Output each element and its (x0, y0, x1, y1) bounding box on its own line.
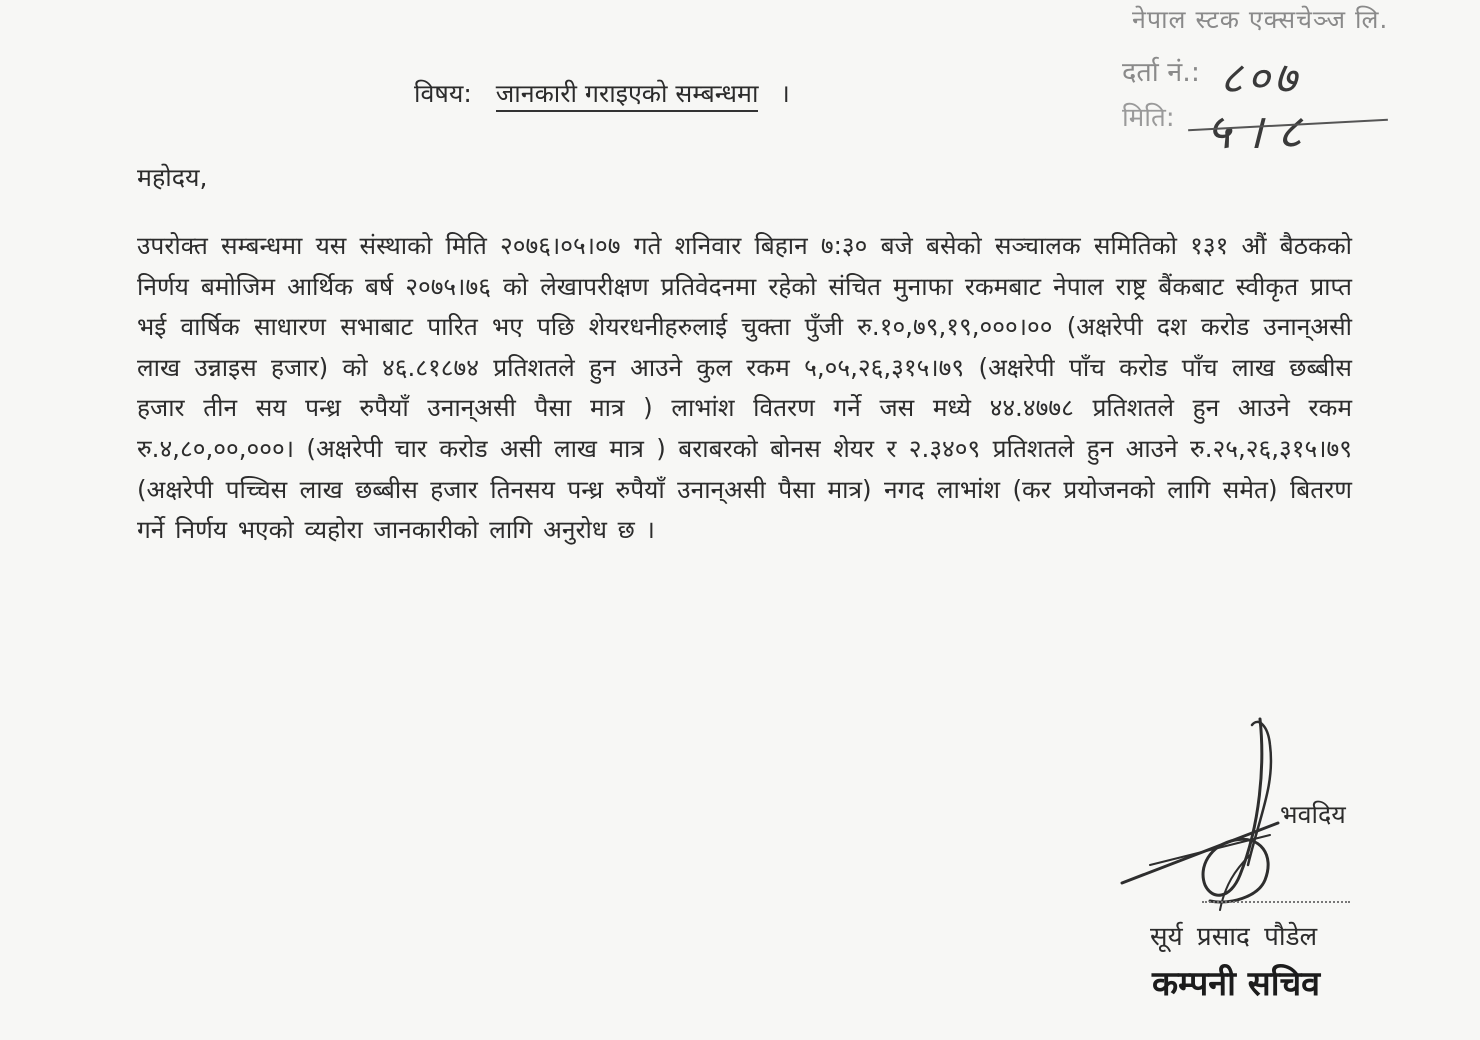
registration-stamp (1108, 0, 1480, 175)
stamp-date-value: ५।८ (1206, 104, 1317, 160)
letter-body: उपरोक्त सम्बन्धमा यस संस्थाको मिति २०७६।०५।०७ गते शनिवार बिहान ७:३० बजे बसेको सञ्चालक समितिको १३१ औं बैठकको निर्णय बमोजिम आर्थिक बर्ष २०७५।७६ को लेखापरीक्षण प्रतिवेदनमा रहेको संचित मुनाफा रकमबाट नेपाल राष्ट्र बैंकबाट स्वीकृत प्राप्त भई वार्षिक साधारण सभाबाट पारित भए पछि शेयरधनीहरुलाई चुक्ता पुँजी रु.१०,७९,१९,०००।०० (अक्षरेपी दश करोड उनान्असी लाख उन्नाइस हजार) को ४६.८१८७४ प्रतिशतले हुन आउने कुल रकम ५,०५,२६,३१५।७९ (अक्षरेपी पाँच करोड पाँच लाख छब्बीस हजार तीन सय पन्ध्र रुपैयाँ उनान्असी पैसा मात्र ) लाभांश वितरण गर्ने जस मध्ये ४४.४७७८ प्रतिशतले हुन आउने रकम रु.४,८०,००,०००। (अक्षरेपी चार करोड असी लाख मात्र ) बराबरको बोनस शेयर र २.३४०९ प्रतिशतले हुन आउने रु.२५,२६,३१५।७९ (अक्षरेपी पच्चिस लाख छब्बीस हजार तिनसय पन्ध्र रुपैयाँ उनान्असी पैसा मात्र) नगद लाभांश (कर प्रयोजनको लागि समेत) बितरण गर्ने निर्णय भएको व्यहोरा जानकारीको लागि अनुरोध छ । (137, 231, 1352, 545)
subject-label: विषय: (414, 79, 472, 108)
stamp-registration-label: दर्ता नं.: (1122, 57, 1200, 88)
signature-block (1110, 705, 1480, 1025)
closing-text: भवदिय (1280, 800, 1346, 829)
signature-dotted-line (1202, 901, 1350, 903)
signer-title: कम्पनी सचिव (1152, 964, 1321, 1004)
subject-end-mark: । (780, 79, 790, 108)
subject-line (414, 76, 790, 110)
stamp-organization: नेपाल स्टक एक्सचेञ्ज लि. (1132, 5, 1389, 34)
salutation: महोदय, (137, 163, 208, 192)
stamp-date-label: मिति: (1122, 103, 1175, 133)
subject-text: जानकारी गराइएको सम्बन्धमा (496, 79, 759, 112)
signer-name: सूर्य प्रसाद पौडेल (1150, 922, 1318, 952)
stamp-registration-number: ८०७ (1220, 53, 1301, 104)
